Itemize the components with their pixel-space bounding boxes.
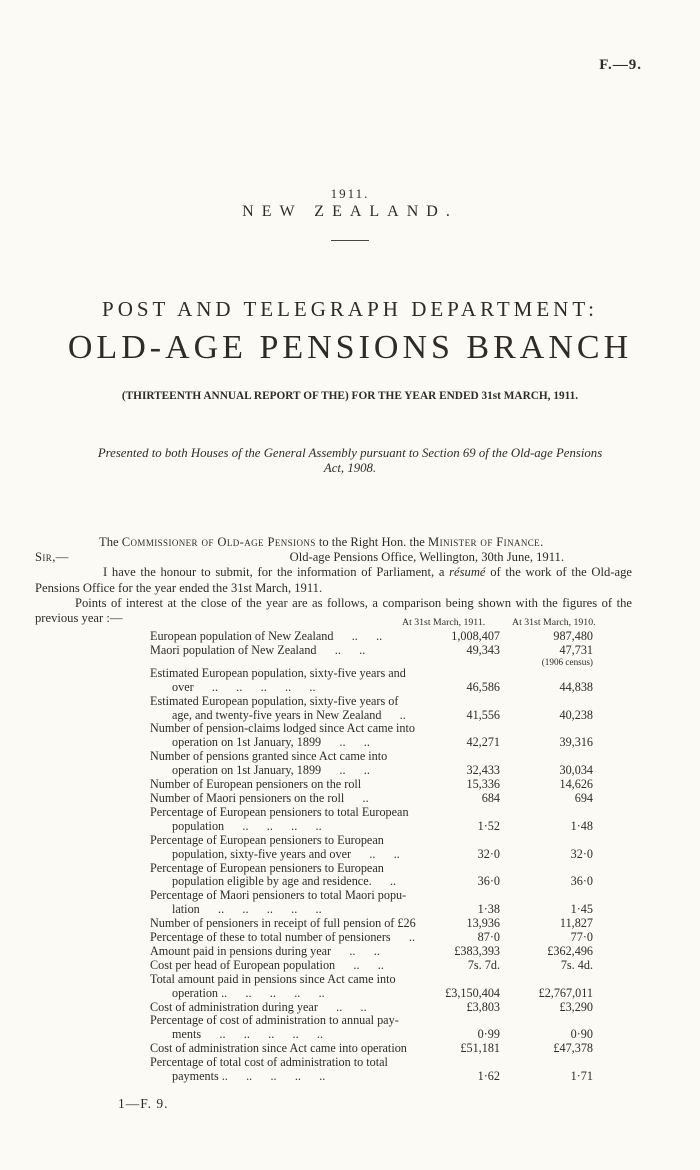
row-label-line: Cost per head of European population .. .. — [150, 957, 384, 972]
table-row — [150, 642, 602, 668]
value-1911: 32·0 — [477, 846, 500, 861]
table-row — [150, 889, 602, 917]
value-1910 — [500, 778, 602, 792]
value-1911: 0·99 — [477, 1027, 500, 1042]
row-label — [150, 862, 415, 890]
table-row — [150, 959, 602, 973]
row-label — [150, 917, 415, 931]
row-label — [150, 889, 415, 917]
value-1910-text: 32·0 — [570, 846, 593, 861]
row-label-line: operation on 1st January, 1899 .. .. — [172, 763, 370, 778]
table-row — [150, 834, 602, 862]
row-label-line: Number of pensioners in receipt of full pension of £26 — [150, 916, 416, 931]
row-label — [150, 945, 415, 959]
row-label-line: Estimated European population, sixty-five years of — [150, 693, 399, 708]
value-1911: 1·62 — [477, 1069, 500, 1084]
value-1910-text: 40,238 — [559, 707, 593, 722]
value-1910 — [500, 917, 602, 931]
table-row — [150, 778, 602, 792]
row-label — [150, 1001, 415, 1015]
table-row — [150, 630, 602, 644]
sir-line — [35, 550, 632, 565]
value-1910 — [500, 848, 602, 862]
value-1911: 1,008,407 — [451, 629, 500, 643]
value-1910 — [500, 1001, 602, 1015]
table-row — [150, 667, 602, 695]
row-label-line: European population of New Zealand .. .. — [150, 629, 383, 643]
value-1911: 49,343 — [466, 642, 500, 657]
value-1910-text: 694 — [574, 790, 593, 805]
column-header-1910: At 31st March, 1910. — [512, 617, 596, 628]
paragraph-points: Points of interest at the close of the year are as follows, a comparison being shown with the figures of the previous year :— — [35, 595, 632, 626]
masthead-year: 1911. — [330, 186, 370, 201]
row-label — [150, 644, 415, 658]
value-1910-text: 30,034 — [559, 763, 593, 778]
table-row — [150, 806, 602, 834]
row-label-line: payments .. .. .. .. .. — [172, 1069, 326, 1084]
table-row — [150, 973, 602, 1001]
row-label — [150, 931, 415, 945]
sir-label: Sir,— — [35, 550, 69, 565]
comparison-table — [150, 616, 602, 1084]
row-label-line: ments .. .. .. .. .. — [172, 1027, 323, 1042]
table-row — [150, 722, 602, 750]
value-1910-text: 77·0 — [570, 930, 593, 945]
row-label-line: population, sixty-five years and over .. .. — [172, 846, 400, 861]
value-1910-text: £362,496 — [547, 943, 593, 958]
table-row — [150, 862, 602, 890]
value-1910 — [500, 875, 602, 889]
table-row — [150, 931, 602, 945]
row-label — [150, 973, 415, 1001]
value-1911: £51,181 — [460, 1041, 500, 1056]
value-1911: 684 — [481, 790, 500, 805]
value-1910 — [500, 1042, 602, 1056]
table-row — [150, 945, 602, 959]
table-row — [150, 792, 602, 806]
row-label — [150, 1014, 415, 1042]
row-label-line: Percentage of European pensioners to European — [150, 832, 384, 847]
row-label-line: Percentage of European pensioners to total European — [150, 804, 409, 819]
row-label-line: over .. .. .. .. .. — [172, 679, 316, 694]
value-1910-text: £2,767,011 — [538, 985, 593, 1000]
salutation-part: Commissioner of Old-age Pensions — [121, 535, 316, 549]
salutation-part: The — [99, 535, 122, 549]
row-label-line: Cost of administration since Act came into operation — [150, 1041, 407, 1056]
value-1910 — [500, 792, 602, 806]
row-label-line: Percentage of total cost of administration to total — [150, 1055, 388, 1070]
row-label-line: Number of European pensioners on the roll — [150, 777, 362, 792]
table-row — [150, 695, 602, 723]
value-1911: £383,393 — [454, 943, 500, 958]
row-label-line: age, and twenty-five years in New Zealand .. — [172, 707, 406, 722]
row-label-line: operation .. .. .. .. .. — [172, 985, 325, 1000]
presented-line-2: Act, 1908. — [323, 461, 377, 475]
salutation-part: . — [540, 535, 544, 549]
submission-part: résumé — [449, 565, 486, 580]
masthead-divider-rule — [331, 240, 369, 241]
table-row — [150, 1042, 602, 1056]
row-label-line: Estimated European population, sixty-five years and — [150, 665, 406, 680]
department-title: POST AND TELEGRAPH DEPARTMENT: — [102, 297, 598, 321]
census-note: (1906 census) — [541, 657, 593, 668]
value-1911: 1·52 — [477, 818, 500, 833]
row-label-line: Total amount paid in pensions since Act came into — [150, 971, 396, 986]
row-label — [150, 667, 415, 695]
table-row — [150, 1014, 602, 1042]
value-1910 — [500, 709, 602, 723]
value-1910 — [500, 1028, 602, 1042]
table-row — [150, 750, 602, 778]
row-label-line: Amount paid in pensions during year .. .. — [150, 943, 380, 958]
row-label — [150, 722, 415, 750]
row-label-line: Percentage of cost of administration to annual pay- — [150, 1013, 399, 1028]
value-1910-text: £3,290 — [559, 999, 593, 1014]
row-label — [150, 1042, 415, 1056]
row-label — [150, 630, 415, 644]
row-label-line: Percentage of these to total number of pensioners .. — [150, 930, 416, 945]
row-label-line: lation .. .. .. .. .. — [172, 902, 322, 917]
row-label — [150, 792, 415, 806]
value-1910 — [500, 959, 602, 973]
value-1911: 1·38 — [477, 902, 500, 917]
row-label-line: Number of pensions granted since Act came into — [150, 749, 388, 764]
table-row — [150, 1056, 602, 1084]
presented-line-1: Presented to both Houses of the General Assembly pursuant to Section 69 of the Old-age Pensions — [97, 446, 603, 460]
value-1910 — [500, 630, 602, 644]
salutation — [35, 535, 632, 550]
office-dateline: Old-age Pensions Office, Wellington, 30th June, 1911. — [289, 550, 564, 565]
row-label — [150, 695, 415, 723]
value-1910-text: £47,378 — [553, 1041, 593, 1056]
comparison-table-body — [150, 630, 602, 1084]
value-1911: £3,803 — [466, 999, 500, 1014]
value-1910-text: 39,316 — [559, 735, 593, 750]
value-1910-text: 7s. 4d. — [560, 957, 593, 972]
report-subtitle: (THIRTEENTH ANNUAL REPORT OF THE) FOR THE YEAR ENDED 31st MARCH, 1911. — [121, 390, 579, 402]
submission-part: I have the honour to submit, for the information of Parliament, a — [103, 565, 450, 580]
row-label-line: Percentage of Maori pensioners to total Maori popu- — [150, 888, 407, 903]
row-label-line: operation on 1st January, 1899 .. .. — [172, 735, 370, 750]
value-1911: 13,936 — [466, 916, 500, 931]
value-1910-text: 1·71 — [570, 1069, 593, 1084]
value-1910-text: 14,626 — [559, 777, 593, 792]
page-footer-signature: 1—F. 9. — [118, 1096, 169, 1111]
value-1911: £3,150,404 — [445, 985, 500, 1000]
row-label-line: Percentage of European pensioners to European — [150, 860, 384, 875]
value-1911: 87·0 — [477, 930, 500, 945]
value-1910 — [500, 681, 602, 695]
value-1910-text: 1·48 — [570, 818, 593, 833]
value-1911: 15,336 — [466, 777, 500, 792]
value-1910-text: 44,838 — [559, 679, 593, 694]
submission-part: of the work of the Old-age Pensions Office for the year ended the 31st March, 1911. — [35, 565, 632, 595]
value-1910 — [500, 642, 602, 668]
row-label-line: Maori population of New Zealand .. .. — [150, 642, 366, 657]
value-1910 — [500, 820, 602, 834]
value-1910 — [500, 736, 602, 750]
value-1910-text: 47,731 — [559, 642, 593, 657]
row-label-line: Number of Maori pensioners on the roll .. — [150, 790, 369, 805]
value-1910-text: 987,480 — [553, 629, 593, 643]
row-label-line: Cost of administration during year .. .. — [150, 999, 367, 1014]
value-1911: 41,556 — [466, 707, 500, 722]
value-1910-text: 0·90 — [570, 1027, 593, 1042]
row-label-line: population eligible by age and residence. .. — [172, 874, 397, 889]
row-label — [150, 959, 415, 973]
row-label-line: population .. .. .. .. — [172, 818, 322, 833]
masthead-country: NEW ZEALAND. — [242, 203, 458, 220]
value-1911: 42,271 — [466, 735, 500, 750]
value-1910-text: 36·0 — [570, 874, 593, 889]
document-reference: F.—9. — [599, 57, 642, 73]
column-header-1911: At 31st March, 1911. — [402, 617, 486, 628]
row-label — [150, 834, 415, 862]
table-row — [150, 1001, 602, 1015]
value-1910 — [500, 764, 602, 778]
paragraph-submission — [35, 565, 632, 595]
table-header-row — [150, 616, 602, 630]
branch-title: OLD-AGE PENSIONS BRANCH — [67, 329, 633, 366]
value-1910 — [500, 987, 602, 1001]
value-1910 — [500, 931, 602, 945]
value-1910-text: 1·45 — [570, 902, 593, 917]
row-label-line: Number of pension-claims lodged since Act came into — [150, 721, 416, 736]
value-1910 — [500, 945, 602, 959]
value-1910 — [500, 1070, 602, 1084]
salutation-part: to the Right Hon. the — [315, 535, 428, 549]
row-label — [150, 778, 415, 792]
value-1911: 7s. 7d. — [467, 957, 500, 972]
letter-body — [35, 535, 632, 626]
salutation-part: Minister of Finance — [427, 535, 541, 549]
value-1911: 32,433 — [466, 763, 500, 778]
value-1911: 36·0 — [477, 874, 500, 889]
value-1910 — [500, 903, 602, 917]
value-1910-text: 11,827 — [559, 916, 593, 931]
presented-note — [0, 446, 700, 476]
table-row — [150, 917, 602, 931]
row-label — [150, 806, 415, 834]
value-1911: 46,586 — [466, 679, 500, 694]
row-label — [150, 750, 415, 778]
row-label — [150, 1056, 415, 1084]
